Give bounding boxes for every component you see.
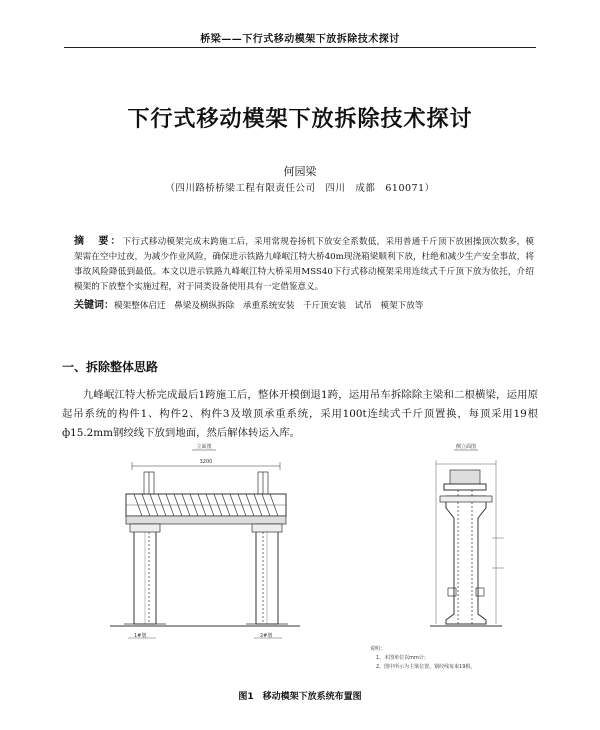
keywords-label: 关键词： [74,300,114,311]
section-paragraph: 九峰岷江特大桥完成最后1跨施工后，整体开模倒退1跨，运用吊车拆除除主梁和二根横梁，运用原起吊系统的构件1、构件2、构件3及墩顶承重系统，采用100t连续式千斤顶置换，每顶采用19根ф15.2mm钢绞线下放到地面，然后解体转运入库。 [62,389,538,439]
abstract-label: 摘 要： [74,236,123,247]
running-header: 桥梁——下行式移动模架下放拆除技术探讨 [200,34,400,45]
left-pier-label: 1#墩 [134,633,147,639]
paper-title: 下行式移动模架下放拆除技术探讨 [127,107,473,132]
elevation-view-label: 立面图 [196,444,212,450]
span-dimension: 3200 [199,459,213,465]
keywords [74,296,534,311]
keywords-text: 模架整体启迁 鼻梁及横纵拆除 承重系统安装 千斤顶安装 试吊 模架下放等 [114,301,424,311]
notes-title: 说明： [370,646,386,652]
abstract [74,234,534,295]
figure-diagram [100,438,510,680]
side-view-label: 侧立面图 [455,444,477,450]
note-1: 1、本图单位以mm计； [376,655,429,661]
right-pier-label: 2#墩 [260,633,273,639]
section-heading: 一、拆除整体思路 [62,360,159,374]
header-rule [64,47,536,48]
note-2: 2、图中所示为主梁位置，钢绞线每束19根。 [376,664,476,670]
side-view [370,443,504,670]
elevation-view [110,443,300,639]
author-affiliation: （四川路桥桥梁工程有限责任公司 四川 成都 610071） [165,183,435,194]
author-name: 何园梁 [283,165,317,178]
figure-caption: 图1 移动模架下放系统布置图 [238,692,362,702]
abstract-text: 下行式移动模架完成末跨施工后，采用常规卷扬机下放安全系数低，采用普通千斤顶下放困操顶次数多，模架需在空中过夜，为减少作业风险，确保进示铁路九峰岷江特大桥40m现浇箱梁顺利下放，杜绝和减少生产安全事故，将事故风险降低到最低。本文以进示铁路九峰岷江特大桥采用MSS40下行式移动模架采用连续式千斤顶下放为依托，介绍模架的下放整个实施过程，对于同类设备使用具有一定借鉴意义。 [74,237,534,292]
